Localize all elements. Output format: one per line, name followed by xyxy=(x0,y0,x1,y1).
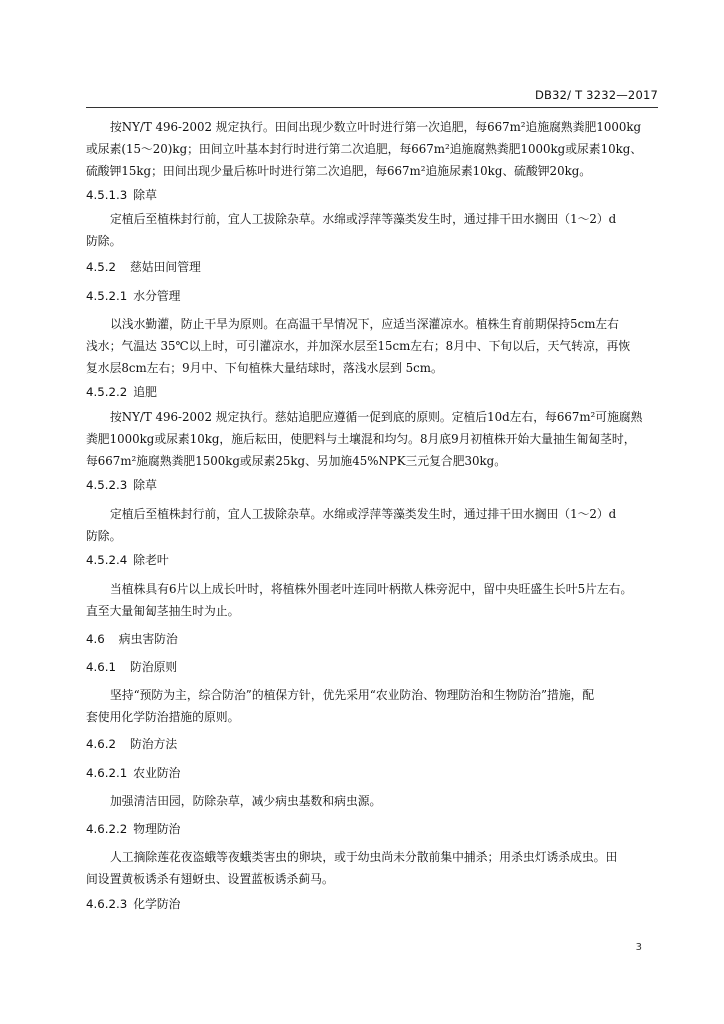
section-number: 4.5.2.3 xyxy=(86,478,128,492)
section-number: 4.6.2.3 xyxy=(86,897,128,911)
text-line: 防除。 xyxy=(86,234,122,248)
section-heading xyxy=(86,256,658,278)
section-number: 4.6 xyxy=(86,632,105,646)
paragraph-control-principle xyxy=(86,684,658,728)
text-line: 浅水；气温达 35℃以上时，可引灌凉水，并加深水层至15cm左右；8月中、下旬以后，天气转凉，再恢 xyxy=(86,339,631,353)
section-heading xyxy=(86,628,658,650)
section-title: 除老叶 xyxy=(133,553,169,567)
section-number: 4.6.2.2 xyxy=(86,822,128,836)
section-title: 物理防治 xyxy=(133,822,181,836)
text-line: 定植后至植株封行前，宜人工拔除杂草。水绵或浮萍等藻类发生时，通过排干田水搁田（1～2）d xyxy=(110,507,617,521)
section-heading xyxy=(86,893,658,915)
paragraph-old-leaves xyxy=(86,578,658,622)
text-line: 粪肥1000kg或尿素10kg，施后耘田，使肥料与土壤混和均匀。8月底9月初植株开始大量抽生匍匐茎时， xyxy=(86,432,636,446)
section-number: 4.5.2.2 xyxy=(86,385,128,399)
paragraph-weeding xyxy=(86,208,658,252)
section-title: 防治原则 xyxy=(130,660,178,674)
paragraph-fertilizer-schedule xyxy=(86,116,658,182)
section-number: 4.5.1.3 xyxy=(86,188,128,202)
text-line: 加强清洁田园，防除杂草，减少病虫基数和病虫源。 xyxy=(110,794,382,808)
standard-number: DB32/ T 3232—2017 xyxy=(534,88,658,102)
section-number: 4.6.2.1 xyxy=(86,766,128,780)
section-heading xyxy=(86,474,658,496)
paragraph-topdressing xyxy=(86,406,658,472)
text-line: 按NY/T 496-2002 规定执行。慈姑追肥应遵循一促到底的原则。定植后10d左右，每667m²可施腐熟 xyxy=(110,410,643,424)
section-heading xyxy=(86,733,658,755)
text-line: 当植株具有6片以上成长叶时，将植株外围老叶连同叶柄揿人株旁泥中，留中央旺盛生长叶5片左右。 xyxy=(110,582,633,596)
section-heading xyxy=(86,762,658,784)
section-heading xyxy=(86,549,658,571)
text-line: 按NY/T 496-2002 规定执行。田间出现少数立叶时进行第一次追肥，每667m²追施腐熟粪肥1000kg xyxy=(110,120,642,134)
text-line: 每667m²施腐熟粪肥1500kg或尿素25kg、另加施45%NPK三元复合肥30kg。 xyxy=(86,454,507,468)
section-title: 农业防治 xyxy=(133,766,181,780)
text-line: 间设置黄板诱杀有翅蚜虫、设置蓝板诱杀蓟马。 xyxy=(86,872,334,886)
section-heading xyxy=(86,656,658,678)
text-line: 定植后至植株封行前，宜人工拔除杂草。水绵或浮萍等藻类发生时，通过排干田水搁田（1～2）d xyxy=(110,212,617,226)
section-title: 病虫害防治 xyxy=(118,632,178,646)
paragraph-water-management xyxy=(86,313,658,379)
section-title: 追肥 xyxy=(133,385,157,399)
section-heading xyxy=(86,818,658,840)
section-number: 4.5.2.4 xyxy=(86,553,128,567)
paragraph-physical-control xyxy=(86,846,658,890)
text-line: 直至大量匍匐茎抽生时为止。 xyxy=(86,604,240,618)
section-number: 4.6.2 xyxy=(86,737,117,751)
page-number: 3 xyxy=(635,942,642,953)
text-line: 以浅水勤灌，防止干旱为原则。在高温干旱情况下，应适当深灌凉水。植株生育前期保持5cm左右 xyxy=(110,317,619,331)
section-title: 除草 xyxy=(133,188,157,202)
section-title: 化学防治 xyxy=(133,897,181,911)
text-line: 或尿素(15～20)kg；田间立叶基本封行时进行第二次追肥，每667m²追施腐熟粪肥1000kg或尿素10kg、 xyxy=(86,142,643,156)
section-heading xyxy=(86,381,658,403)
text-line: 人工摘除莲花夜盗蛾等夜蛾类害虫的卵块，或于幼虫尚未分散前集中捕杀；用杀虫灯诱杀成虫。田 xyxy=(110,850,618,864)
section-title: 防治方法 xyxy=(130,737,178,751)
text-line: 坚持“预防为主，综合防治”的植保方针，优先采用“农业防治、物理防治和生物防治”措施，配 xyxy=(110,688,595,702)
text-line: 复水层8cm左右；9月中、下旬植株大量结球时，落浅水层到 5cm。 xyxy=(86,361,443,375)
paragraph-agricultural-control xyxy=(86,790,658,812)
section-number: 4.5.2.1 xyxy=(86,289,128,303)
section-title: 慈姑田间管理 xyxy=(130,260,201,274)
section-heading xyxy=(86,285,658,307)
paragraph-weeding-2 xyxy=(86,503,658,547)
text-line: 套使用化学防治措施的原则。 xyxy=(86,710,240,724)
section-number: 4.6.1 xyxy=(86,660,117,674)
section-heading xyxy=(86,184,658,206)
section-number: 4.5.2 xyxy=(86,260,117,274)
section-title: 水分管理 xyxy=(133,289,181,303)
section-title: 除草 xyxy=(133,478,157,492)
text-line: 防除。 xyxy=(86,529,122,543)
header-rule xyxy=(86,107,658,108)
text-line: 硫酸钾15kg；田间出现少量后栋叶时进行第二次追肥，每667m²追施尿素10kg、硫酸钾20kg。 xyxy=(86,164,592,178)
